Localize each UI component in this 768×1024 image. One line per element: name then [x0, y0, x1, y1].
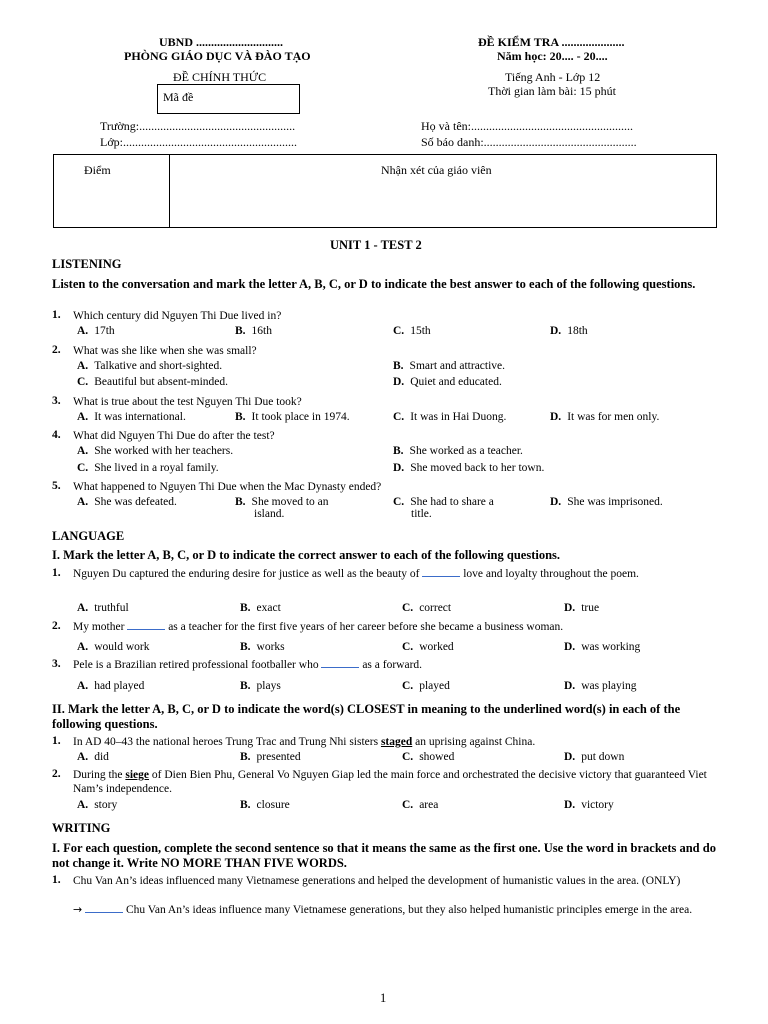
question-text-before: Pele is a Brazilian retired professional footballer who [73, 659, 319, 671]
language-question-3 [52, 658, 717, 672]
option-text: showed [419, 751, 455, 763]
ubnd-line: UBND ............................. [159, 35, 284, 49]
option-d[interactable]: D. She was imprisoned. [550, 496, 663, 508]
option-d[interactable]: D. put down [564, 751, 625, 763]
option-b[interactable]: B. It took place in 1974. [235, 411, 350, 423]
language-part2-question-1 [52, 735, 717, 749]
language-part1-instruction: I. Mark the letter A, B, C, or D to indicate the correct answer to each of the following questions. [52, 548, 561, 562]
option-text: 16th [251, 325, 272, 337]
underlined-word: staged [380, 736, 413, 748]
question-text-after: love and loyalty throughout the poem. [463, 568, 639, 580]
option-text: She worked as a teacher. [409, 445, 523, 457]
listening-instruction: Listen to the conversation and mark the letter A, B, C, or D to indicate the best answer to each of the following questions. [52, 277, 696, 291]
listening-question-4 [52, 429, 717, 443]
question-text-after: as a forward. [362, 659, 423, 671]
option-d[interactable]: D. true [564, 602, 600, 614]
question-number: 1. [52, 735, 61, 747]
score-label: Điểm [84, 163, 111, 177]
option-c[interactable]: C. She lived in a royal family. [77, 462, 219, 474]
option-c[interactable]: C. showed [402, 751, 455, 763]
question-number: 4. [52, 429, 61, 441]
option-text: Beautiful but absent-minded. [94, 376, 229, 388]
question-text: What is true about the test Nguyen Thi Due took? [73, 396, 302, 408]
option-text: was working [581, 641, 641, 653]
option-text: true [581, 602, 600, 614]
option-d[interactable]: D. Quiet and educated. [393, 376, 502, 388]
option-d[interactable]: D. was playing [564, 680, 637, 692]
option-b[interactable]: B. Smart and attractive. [393, 360, 506, 372]
option-b[interactable]: B. exact [240, 602, 281, 614]
option-text: was playing [581, 680, 637, 692]
question-number: 2. [52, 344, 61, 356]
answer-blank[interactable] [321, 658, 359, 668]
option-a[interactable]: A. It was international. [77, 411, 186, 423]
option-text: 18th [567, 325, 588, 337]
exam-title: ĐỀ KIỂM TRA ..................... [478, 35, 625, 49]
question-text [73, 768, 717, 796]
option-a[interactable]: A. had played [77, 680, 145, 692]
writing-instruction: I. For each question, complete the second sentence so that it means the same as the first one. Use the word in brackets and do not change it. Write NO MORE THAN FIVE WORDS. [52, 841, 716, 870]
option-text: Smart and attractive. [409, 360, 506, 372]
exam-code-label: Mã đề [163, 90, 194, 104]
school-field: Trường:.................................................... [100, 119, 296, 133]
option-c[interactable]: C. correct [402, 602, 452, 614]
option-text: exact [256, 602, 281, 614]
language-part2-question-2 [52, 768, 717, 796]
arrow-icon: → [73, 903, 83, 916]
question-text [73, 658, 717, 672]
question-number: 3. [52, 395, 61, 407]
option-text: plays [256, 680, 281, 692]
option-text: had played [94, 680, 145, 692]
writing-heading: WRITING [52, 821, 111, 835]
option-d[interactable]: D. She moved back to her town. [393, 462, 545, 474]
class-field: Lớp:.......................................................... [100, 135, 298, 149]
question-text-before: During the [73, 769, 123, 781]
option-text: She worked with her teachers. [94, 445, 234, 457]
page-title: UNIT 1 - TEST 2 [330, 238, 422, 252]
option-text: It was for men only. [567, 411, 660, 423]
option-text: area [419, 799, 439, 811]
option-a[interactable]: A. 17th [77, 325, 115, 337]
question-number: 2. [52, 768, 61, 780]
option-d[interactable]: D. It was for men only. [550, 411, 660, 423]
question-number: 1. [52, 309, 61, 321]
option-b[interactable]: B. She worked as a teacher. [393, 445, 523, 457]
score-table [53, 154, 717, 228]
candidate-number-field: Số báo danh:................................................... [421, 135, 637, 149]
question-text: Which century did Nguyen Thi Due lived in? [73, 310, 282, 322]
option-text: She had to share a [410, 496, 494, 508]
question-text-before: Nguyen Du captured the enduring desire for justice as well as the beauty of [73, 568, 420, 580]
option-b[interactable]: B. presented [240, 751, 301, 763]
subject-label: Tiếng Anh - Lớp 12 [505, 70, 601, 84]
listening-heading: LISTENING [52, 257, 122, 271]
question-number: 3. [52, 658, 61, 670]
question-text [73, 735, 717, 749]
option-text: It was international. [94, 411, 186, 423]
option-text: It took place in 1974. [251, 411, 350, 423]
question-text: What happened to Nguyen Thi Due when the Mac Dynasty ended? [73, 481, 382, 493]
option-text: correct [419, 602, 452, 614]
answer-sentence: Chu Van An’s ideas influence many Vietnamese generations, but they also helped humanistic principles emerge in the area. [125, 904, 693, 916]
department-name: PHÒNG GIÁO DỤC VÀ ĐÀO TẠO [124, 49, 311, 63]
language-part2-instruction: II. Mark the letter A, B, C, or D to indicate the word(s) CLOSEST in meaning to the underlined word(s) in each of the following questions. [52, 702, 681, 731]
option-c[interactable]: C. Beautiful but absent-minded. [77, 376, 229, 388]
listening-question-2 [52, 344, 717, 358]
school-year: Năm học: 20.... - 20.... [497, 49, 608, 63]
underlined-word: siege [125, 769, 150, 781]
name-field: Họ và tên:...................................................... [421, 119, 633, 133]
page-number: 1 [380, 991, 387, 1005]
option-text: It was in Hai Duong. [410, 411, 507, 423]
option-b[interactable]: B. works [240, 641, 285, 653]
option-text: She was defeated. [94, 496, 177, 508]
time-label: Thời gian làm bài: 15 phút [488, 84, 616, 98]
option-text: presented [256, 751, 301, 763]
option-b[interactable]: B. closure [240, 799, 290, 811]
teacher-comment-label: Nhận xét của giáo viên [381, 163, 492, 177]
question-text-after: of Dien Bien Phu, General Vo Nguyen Giap led the main force and orchestrated the decisive victory that guaranteed Viet Nam’s independence. [73, 769, 707, 795]
option-text: victory [581, 799, 614, 811]
option-text: She was imprisoned. [567, 496, 663, 508]
option-b[interactable]: B. plays [240, 680, 281, 692]
option-b[interactable]: B. 16th [235, 325, 272, 337]
question-number: 1. [52, 567, 61, 579]
score-table-divider [169, 155, 170, 227]
option-text: 15th [410, 325, 431, 337]
option-c[interactable]: C. worked [402, 641, 454, 653]
option-text: story [94, 799, 118, 811]
language-question-1 [52, 567, 717, 595]
option-text: worked [419, 641, 454, 653]
option-a[interactable]: A. truthful [77, 602, 129, 614]
option-a[interactable]: A. would work [77, 641, 150, 653]
listening-question-1 [52, 309, 717, 323]
question-text: What did Nguyen Thi Due do after the test? [73, 430, 275, 442]
answer-blank[interactable] [422, 567, 460, 577]
question-text [73, 620, 717, 634]
question-text-before: In AD 40–43 the national heroes Trung Trac and Trung Nhi sisters [73, 736, 379, 748]
option-text: put down [581, 751, 625, 763]
option-c[interactable]: C. area [402, 799, 439, 811]
option-a[interactable]: A. She was defeated. [77, 496, 177, 508]
answer-blank[interactable] [127, 620, 165, 630]
question-text-before: My mother [73, 621, 125, 633]
option-text: She moved back to her town. [410, 462, 545, 474]
option-text: Quiet and educated. [410, 376, 502, 388]
option-a[interactable]: A. Talkative and short-sighted. [77, 360, 223, 372]
question-text [73, 567, 717, 581]
question-text-after: as a teacher for the first five years of her career before she became a business woman. [168, 621, 564, 633]
option-text: 17th [94, 325, 115, 337]
option-a[interactable]: A. She worked with her teachers. [77, 445, 234, 457]
writing-question-1 [52, 874, 717, 902]
question-text: What was she like when she was small? [73, 345, 257, 357]
question-text-after: an uprising against China. [415, 736, 536, 748]
writing-answer-line [73, 903, 717, 917]
listening-question-3 [52, 395, 717, 409]
option-text: truthful [94, 602, 129, 614]
option-c[interactable]: C. She had to share a [393, 496, 494, 508]
option-text: closure [256, 799, 290, 811]
question-number: 1. [52, 874, 61, 886]
language-heading: LANGUAGE [52, 529, 125, 543]
option-text: She lived in a royal family. [94, 462, 219, 474]
option-text: She moved to an [251, 496, 329, 508]
listening-question-5 [52, 480, 717, 494]
option-text: played [419, 680, 450, 692]
option-a[interactable]: A. did [77, 751, 109, 763]
official-label: ĐỀ CHÍNH THỨC [173, 70, 267, 84]
option-c[interactable]: C. 15th [393, 325, 431, 337]
option-c[interactable]: C. played [402, 680, 450, 692]
exam-code-box [157, 84, 300, 114]
option-c-continued: title. [411, 508, 432, 520]
option-c[interactable]: C. It was in Hai Duong. [393, 411, 507, 423]
option-text: Talkative and short-sighted. [94, 360, 223, 372]
option-b[interactable]: B. She moved to an [235, 496, 329, 508]
option-text: did [94, 751, 109, 763]
option-text: would work [94, 641, 150, 653]
option-d[interactable]: D. 18th [550, 325, 588, 337]
language-question-2 [52, 620, 717, 634]
option-b-continued: island. [254, 508, 285, 520]
question-number: 2. [52, 620, 61, 632]
option-d[interactable]: D. victory [564, 799, 614, 811]
option-text: works [256, 641, 285, 653]
question-number: 5. [52, 480, 61, 492]
option-d[interactable]: D. was working [564, 641, 641, 653]
answer-blank[interactable] [85, 903, 123, 913]
question-text: Chu Van An’s ideas influenced many Vietnamese generations and helped the development of humanistic values in the area. (ONLY) [73, 875, 681, 887]
option-a[interactable]: A. story [77, 799, 118, 811]
